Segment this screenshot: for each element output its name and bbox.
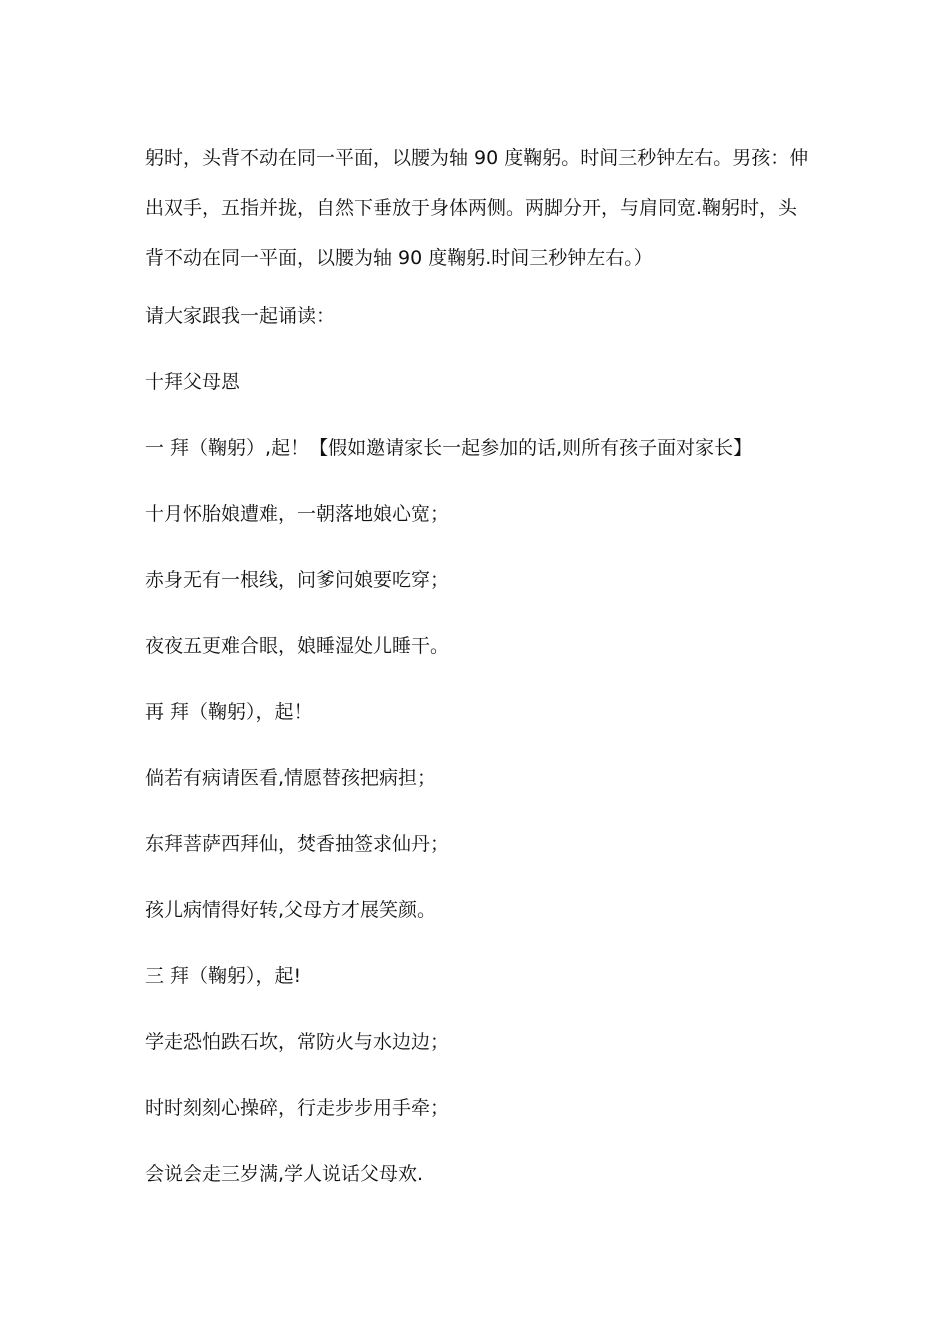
verse-line: 孩儿病情得好转,父母方才展笑颜。 [145, 899, 437, 921]
verse-line: 东拜菩萨西拜仙，焚香抽签求仙丹； [145, 833, 450, 855]
verse-line: 学走恐怕跌石坎，常防火与水边边； [145, 1031, 450, 1053]
intro-line-3: 背不动在同一平面，以腰为轴 90 度鞠躬.时间三秒钟左右。） [145, 247, 653, 269]
bow-instruction-2: 再 拜（鞠躬），起！ [145, 701, 313, 723]
document-body [145, 134, 815, 1224]
verse-line: 赤身无有一根线，问爹问娘要吃穿； [145, 569, 450, 591]
text-lines [145, 300, 815, 1224]
verse-line: 十月怀胎娘遭难，一朝落地娘心宽； [145, 503, 450, 525]
section-title: 十拜父母恩 [145, 371, 241, 393]
intro-paragraph [145, 133, 815, 283]
verse-line: 时时刻刻心操碎，行走步步用手牵； [145, 1097, 450, 1119]
intro-line-2: 出双手，五指并拢，自然下垂放于身体两侧。两脚分开，与肩同宽.鞠躬时，头 [145, 197, 798, 219]
verse-line: 倘若有病请医看,情愿替孩把病担； [145, 767, 437, 789]
verse-line: 夜夜五更难合眼，娘睡湿处儿睡干。 [145, 635, 450, 657]
bow-instruction-1: 一 拜（鞠躬）,起！【假如邀请家长一起参加的话,则所有孩子面对家长】 [145, 437, 753, 459]
reading-prompt: 请大家跟我一起诵读： [145, 305, 336, 327]
intro-line-1: 躬时，头背不动在同一平面，以腰为轴 90 度鞠躬。时间三秒钟左右。男孩：伸 [145, 147, 809, 169]
bow-instruction-3: 三 拜（鞠躬），起! [145, 965, 302, 987]
verse-line: 会说会走三岁满,学人说话父母欢. [145, 1163, 424, 1185]
